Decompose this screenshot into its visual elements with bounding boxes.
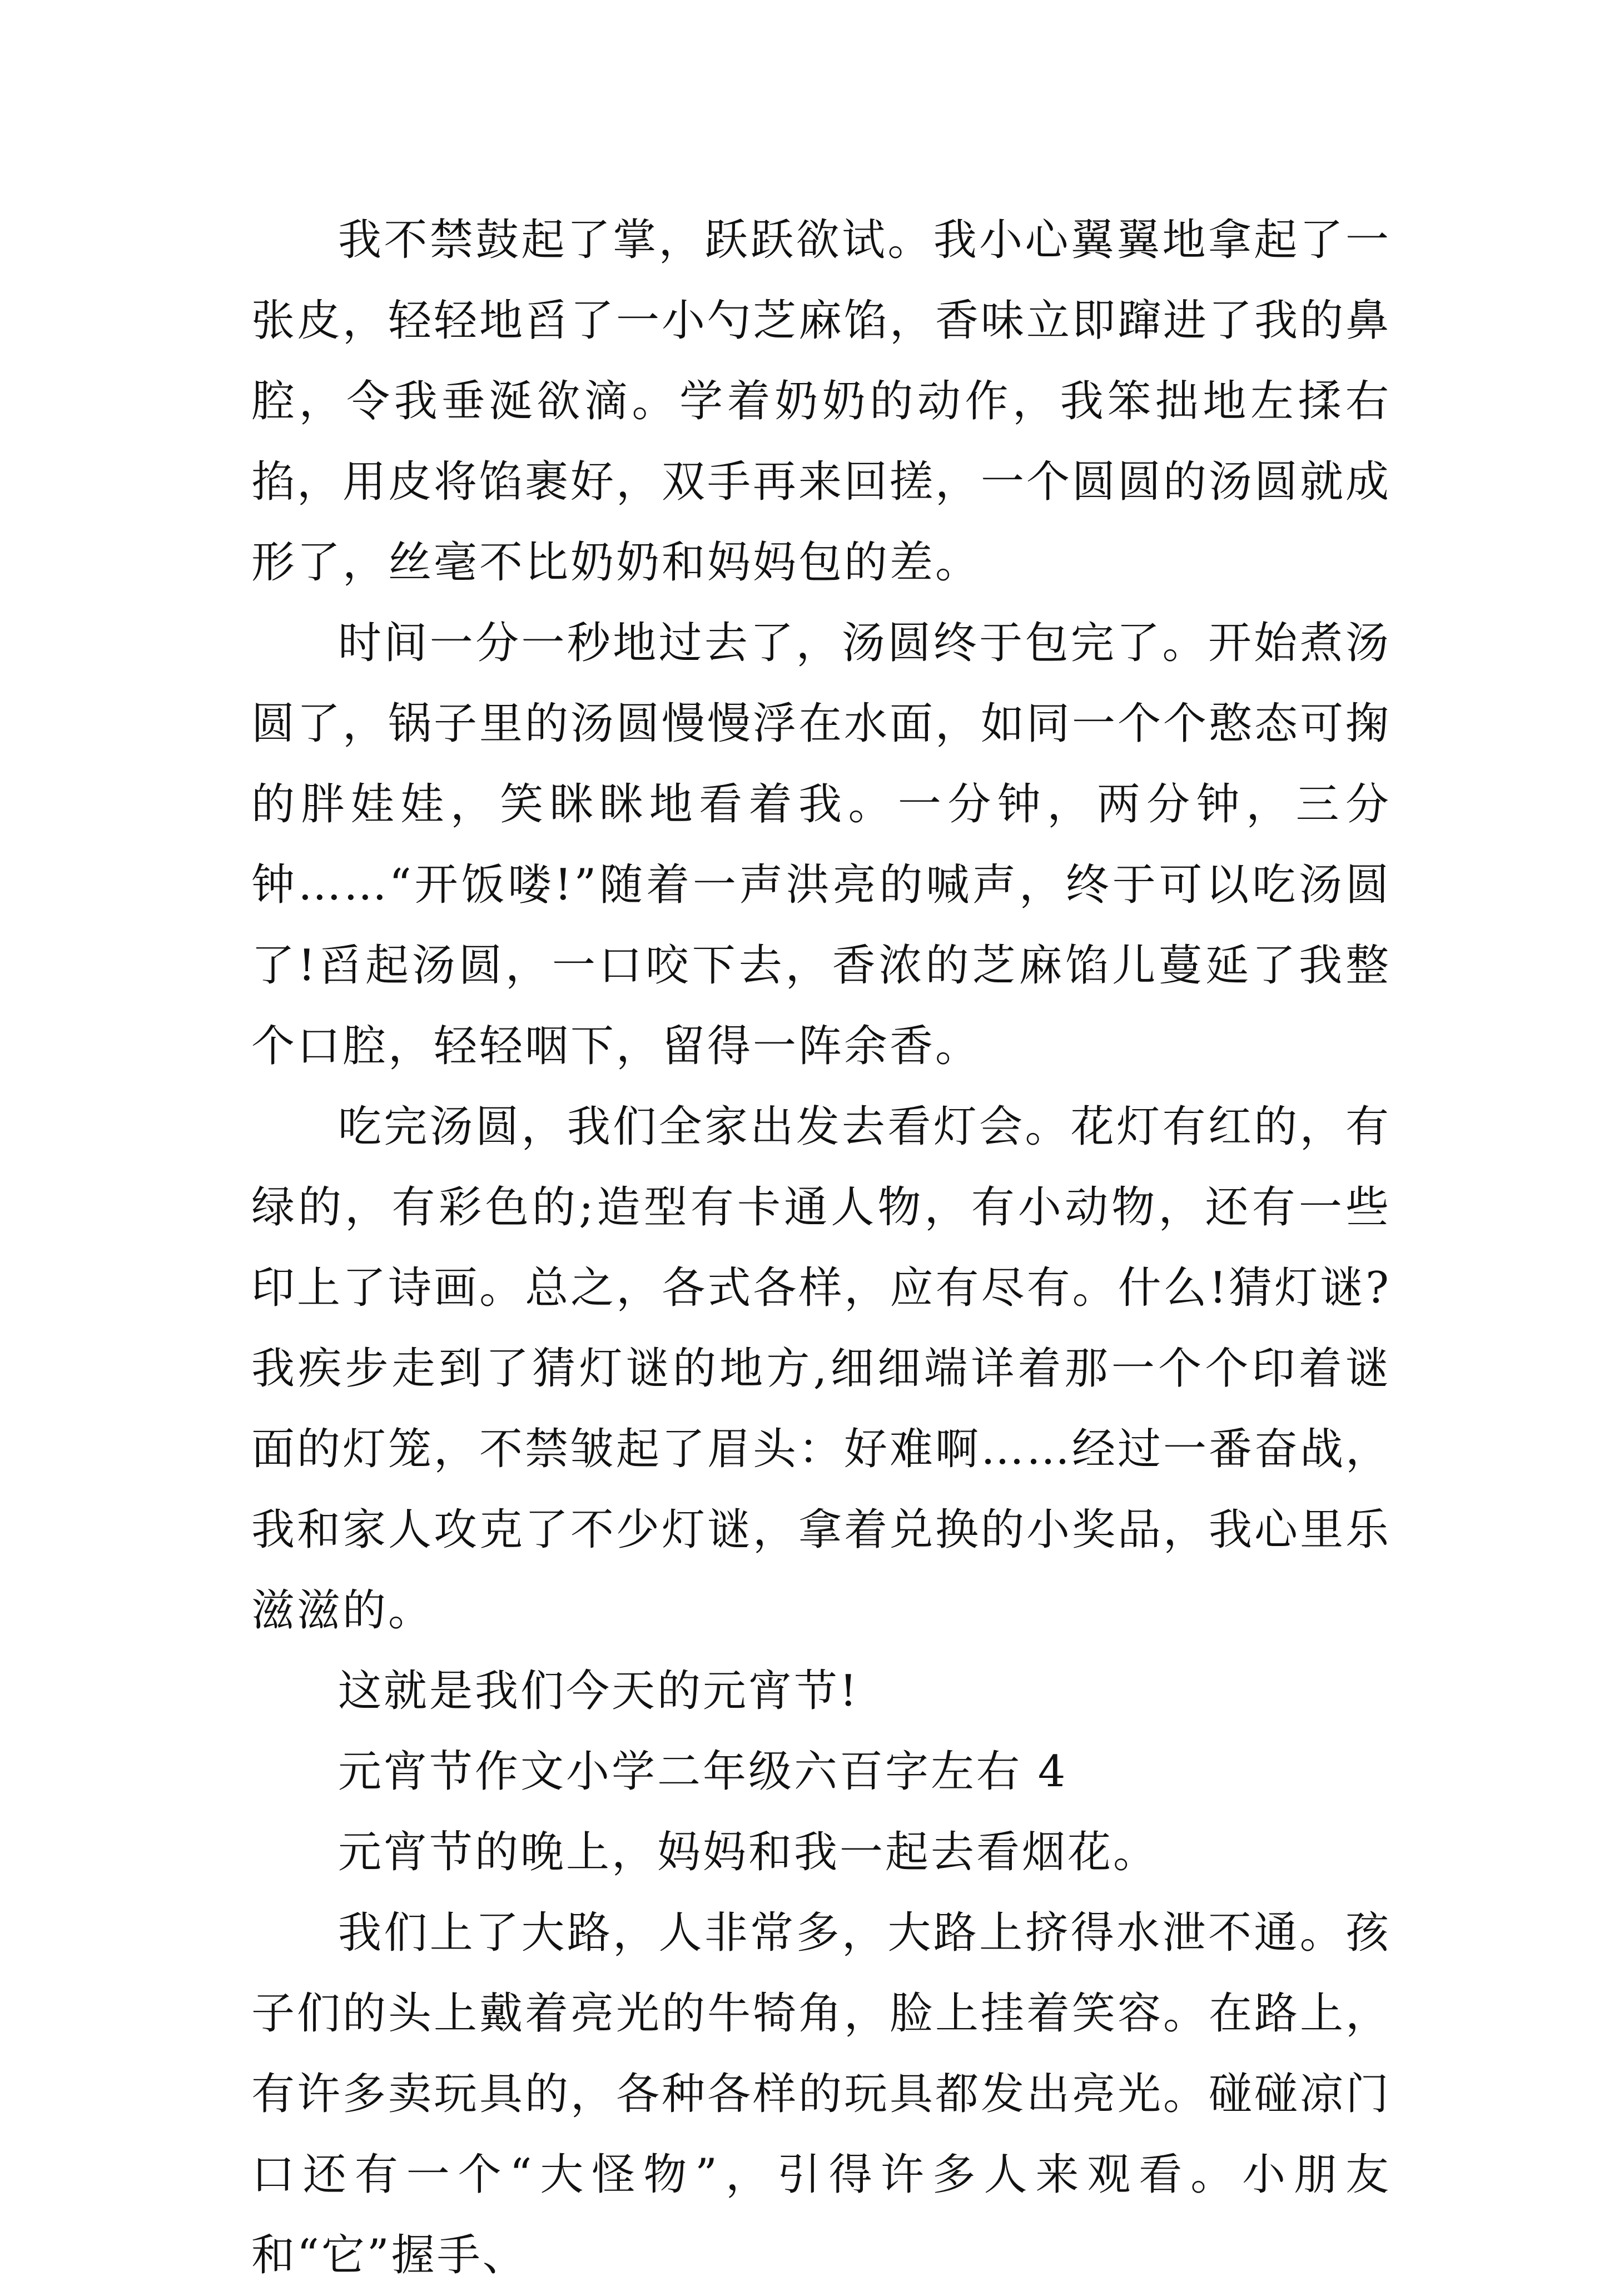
paragraph-5: 元宵节的晚上，妈妈和我一起去看烟花。 bbox=[338, 1827, 1159, 1877]
paragraph-3: 吃完汤圆，我们全家出发去看灯会。花灯有红的，有绿的，有彩色的;造型有卡通人物，有小动物，还有一些印上了诗画。总之，各式各样，应有尽有。什么!猜灯谜?我疾步走到了猜灯谜的地方,细细端详着那一个个印着谜面的灯笼，不禁皱起了眉头：好难啊……经过一番奋战，我和家人攻克了不少灯谜，拿着兑换的小奖品，我心里乐滋滋的。 bbox=[251, 1102, 1392, 1636]
document-body bbox=[251, 200, 1391, 2296]
paragraph-4: 这就是我们今天的元宵节! bbox=[338, 1666, 860, 1716]
paragraph-2: 时间一分一秒地过去了，汤圆终于包完了。开始煮汤圆了，锅子里的汤圆慢慢浮在水面，如同一个个憨态可掬的胖娃娃，笑眯眯地看着我。一分钟，两分钟，三分钟……“开饭喽!”随着一声洪亮的喊声，终于可以吃汤圆了!舀起汤圆，一口咬下去，香浓的芝麻馅儿蔓延了我整个口腔，轻轻咽下，留得一阵余香。 bbox=[251, 618, 1392, 1071]
paragraph-6: 我们上了大路，人非常多，大路上挤得水泄不通。孩子们的头上戴着亮光的牛犄角，脸上挂着笑容。在路上，有许多卖玩具的，各种各样的玩具都发出亮光。碰碰凉门口还有一个“大怪物”，引得许多人来观看。小朋友和“它”握手、 bbox=[251, 1908, 1392, 2280]
section-title: 元宵节作文小学二年级六百字左右 4 bbox=[338, 1747, 1068, 1797]
paragraph-1: 我不禁鼓起了掌，跃跃欲试。我小心翼翼地拿起了一张皮，轻轻地舀了一小勺芝麻馅，香味立即蹿进了我的鼻腔，令我垂涎欲滴。学着奶奶的动作，我笨拙地左揉右掐，用皮将馅裹好，双手再来回搓，一个圆圆的汤圆就成形了，丝毫不比奶奶和妈妈包的差。 bbox=[251, 215, 1392, 588]
